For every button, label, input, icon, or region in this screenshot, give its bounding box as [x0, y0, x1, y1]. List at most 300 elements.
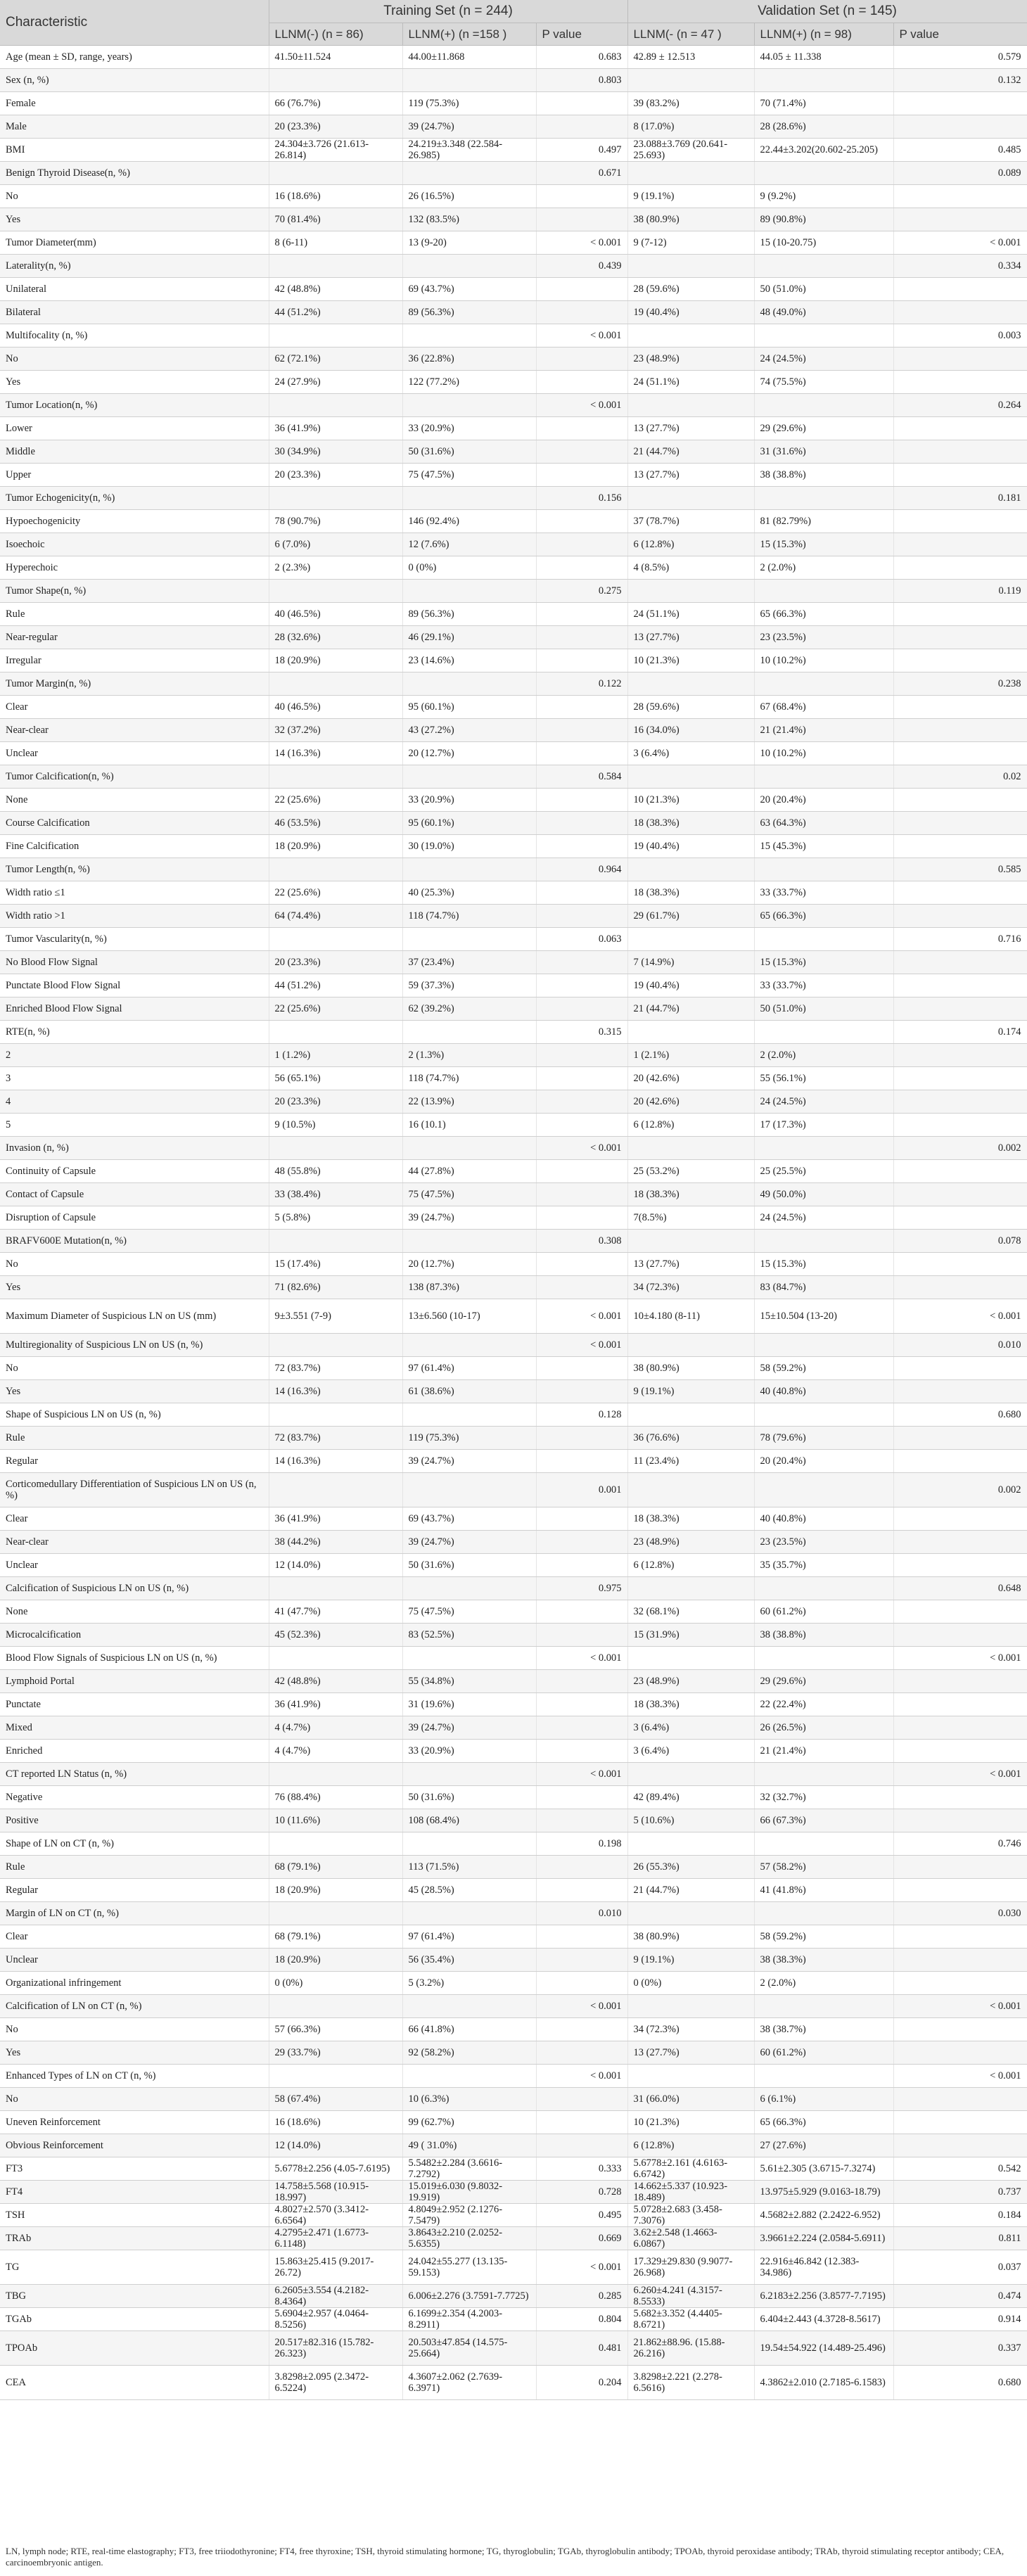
training-llnm-neg-cell: 44 (51.2%) [269, 301, 402, 324]
header-validation-set: Validation Set (n = 145) [627, 0, 1027, 23]
training-llnm-neg-cell [269, 928, 402, 951]
training-llnm-pos-cell: 13 (9-20) [402, 231, 536, 255]
row-characteristic-cell: 5 [0, 1114, 269, 1137]
validation-llnm-pos-cell: 15 (15.3%) [754, 533, 893, 556]
validation-llnm-neg-cell: 24 (51.1%) [627, 371, 754, 394]
validation-llnm-neg-cell: 15 (31.9%) [627, 1624, 754, 1647]
validation-p-value-cell [893, 2111, 1027, 2134]
validation-llnm-neg-cell: 16 (34.0%) [627, 719, 754, 742]
validation-llnm-neg-cell: 3.62±2.548 (1.4663- 6.0867) [627, 2227, 754, 2250]
validation-llnm-neg-cell: 14.662±5.337 (10.923-18.489) [627, 2181, 754, 2204]
validation-llnm-pos-cell: 41 (41.8%) [754, 1879, 893, 1902]
training-p-value-cell: 0.495 [536, 2204, 627, 2227]
table-row [0, 1044, 1027, 1067]
validation-llnm-pos-cell: 81 (82.79%) [754, 510, 893, 533]
row-characteristic-cell: Continuity of Capsule [0, 1160, 269, 1183]
training-llnm-neg-cell: 29 (33.7%) [269, 2041, 402, 2065]
table-row [0, 92, 1027, 115]
training-p-value-cell [536, 719, 627, 742]
validation-p-value-cell [893, 1856, 1027, 1879]
table-row [0, 2041, 1027, 2065]
training-llnm-pos-cell: 99 (62.7%) [402, 2111, 536, 2134]
validation-llnm-neg-cell: 34 (72.3%) [627, 1276, 754, 1299]
validation-llnm-pos-cell [754, 1021, 893, 1044]
training-p-value-cell [536, 92, 627, 115]
row-characteristic-cell: No [0, 1357, 269, 1380]
validation-p-value-cell [893, 1276, 1027, 1299]
validation-p-value-cell: < 0.001 [893, 1647, 1027, 1670]
training-p-value-cell [536, 1044, 627, 1067]
training-llnm-pos-cell: 16 (10.1) [402, 1114, 536, 1137]
training-llnm-neg-cell: 4.8027±2.570 (3.3412-6.6564) [269, 2204, 402, 2227]
training-llnm-neg-cell: 1 (1.2%) [269, 1044, 402, 1067]
row-characteristic-cell: Lymphoid Portal [0, 1670, 269, 1693]
table-row [0, 1021, 1027, 1044]
row-characteristic-cell: Middle [0, 440, 269, 464]
validation-llnm-neg-cell: 42.89 ± 12.513 [627, 46, 754, 69]
validation-llnm-neg-cell: 21.862±88.96. (15.88-26.216) [627, 2331, 754, 2366]
validation-p-value-cell: 0.648 [893, 1577, 1027, 1600]
validation-llnm-pos-cell: 15 (15.3%) [754, 951, 893, 974]
training-p-value-cell: 0.439 [536, 255, 627, 278]
table-row [0, 1090, 1027, 1114]
validation-llnm-neg-cell [627, 1021, 754, 1044]
training-p-value-cell: 0.128 [536, 1403, 627, 1427]
validation-p-value-cell: < 0.001 [893, 1299, 1027, 1334]
validation-llnm-neg-cell: 6 (12.8%) [627, 533, 754, 556]
training-llnm-neg-cell: 4 (4.7%) [269, 1716, 402, 1740]
table-row [0, 1114, 1027, 1137]
training-llnm-neg-cell: 58 (67.4%) [269, 2088, 402, 2111]
training-llnm-neg-cell: 15 (17.4%) [269, 1253, 402, 1276]
training-p-value-cell [536, 556, 627, 580]
validation-llnm-pos-cell: 4.3862±2.010 (2.7185-6.1583) [754, 2366, 893, 2400]
training-llnm-pos-cell: 6.1699±2.354 (4.2003-8.2911) [402, 2308, 536, 2331]
table-row [0, 1763, 1027, 1786]
row-characteristic-cell: Yes [0, 208, 269, 231]
training-llnm-neg-cell: 76 (88.4%) [269, 1786, 402, 1809]
table-row [0, 1206, 1027, 1230]
header-validation-p-value: P value [893, 23, 1027, 46]
validation-llnm-pos-cell: 23 (23.5%) [754, 1531, 893, 1554]
training-llnm-pos-cell: 83 (52.5%) [402, 1624, 536, 1647]
training-llnm-neg-cell: 28 (32.6%) [269, 626, 402, 649]
training-llnm-pos-cell [402, 1647, 536, 1670]
training-p-value-cell: 0.671 [536, 162, 627, 185]
validation-llnm-neg-cell [627, 1230, 754, 1253]
training-p-value-cell [536, 1972, 627, 1995]
training-llnm-pos-cell [402, 580, 536, 603]
validation-llnm-neg-cell: 21 (44.7%) [627, 1879, 754, 1902]
row-characteristic-cell: Fine Calcification [0, 835, 269, 858]
training-llnm-neg-cell [269, 1403, 402, 1427]
table-row [0, 649, 1027, 672]
training-llnm-pos-cell: 69 (43.7%) [402, 278, 536, 301]
training-llnm-neg-cell: 14 (16.3%) [269, 1380, 402, 1403]
row-characteristic-cell: Near-clear [0, 719, 269, 742]
training-llnm-neg-cell: 16 (18.6%) [269, 185, 402, 208]
validation-llnm-neg-cell [627, 928, 754, 951]
validation-llnm-pos-cell: 6.404±2.443 (4.3728-8.5617) [754, 2308, 893, 2331]
training-llnm-pos-cell: 23 (14.6%) [402, 649, 536, 672]
validation-p-value-cell [893, 1507, 1027, 1531]
training-llnm-pos-cell: 146 (92.4%) [402, 510, 536, 533]
training-llnm-neg-cell: 0 (0%) [269, 1972, 402, 1995]
training-llnm-neg-cell: 6 (7.0%) [269, 533, 402, 556]
row-characteristic-cell: TBG [0, 2285, 269, 2308]
validation-llnm-pos-cell: 31 (31.6%) [754, 440, 893, 464]
row-characteristic-cell: Margin of LN on CT (n, %) [0, 1902, 269, 1925]
training-p-value-cell: 0.285 [536, 2285, 627, 2308]
table-row [0, 46, 1027, 69]
validation-p-value-cell: 0.746 [893, 1832, 1027, 1856]
training-llnm-pos-cell: 97 (61.4%) [402, 1357, 536, 1380]
training-llnm-pos-cell: 118 (74.7%) [402, 1067, 536, 1090]
validation-llnm-pos-cell [754, 324, 893, 347]
row-characteristic-cell: No [0, 347, 269, 371]
validation-llnm-neg-cell: 3.8298±2.221 (2.278-6.5616) [627, 2366, 754, 2400]
validation-p-value-cell [893, 649, 1027, 672]
training-llnm-pos-cell [402, 2065, 536, 2088]
validation-p-value-cell [893, 1949, 1027, 1972]
validation-llnm-pos-cell [754, 1647, 893, 1670]
row-characteristic-cell: Clear [0, 1925, 269, 1949]
validation-p-value-cell [893, 742, 1027, 765]
training-llnm-neg-cell: 71 (82.6%) [269, 1276, 402, 1299]
training-llnm-pos-cell: 108 (68.4%) [402, 1809, 536, 1832]
validation-llnm-pos-cell: 40 (40.8%) [754, 1380, 893, 1403]
validation-llnm-pos-cell [754, 765, 893, 789]
validation-p-value-cell [893, 1427, 1027, 1450]
validation-llnm-pos-cell: 55 (56.1%) [754, 1067, 893, 1090]
row-characteristic-cell: Tumor Vascularity(n, %) [0, 928, 269, 951]
validation-llnm-neg-cell: 42 (89.4%) [627, 1786, 754, 1809]
training-llnm-pos-cell [402, 1995, 536, 2018]
training-llnm-neg-cell [269, 69, 402, 92]
validation-llnm-pos-cell: 65 (66.3%) [754, 2111, 893, 2134]
training-llnm-neg-cell: 62 (72.1%) [269, 347, 402, 371]
validation-llnm-neg-cell: 9 (19.1%) [627, 185, 754, 208]
validation-llnm-pos-cell: 2 (2.0%) [754, 1044, 893, 1067]
validation-p-value-cell [893, 1925, 1027, 1949]
validation-llnm-neg-cell: 29 (61.7%) [627, 905, 754, 928]
row-characteristic-cell: Mixed [0, 1716, 269, 1740]
validation-llnm-pos-cell: 15 (15.3%) [754, 1253, 893, 1276]
training-llnm-pos-cell: 39 (24.7%) [402, 1206, 536, 1230]
row-characteristic-cell: Rule [0, 603, 269, 626]
training-llnm-neg-cell [269, 2065, 402, 2088]
table-row [0, 533, 1027, 556]
training-p-value-cell [536, 696, 627, 719]
validation-p-value-cell [893, 997, 1027, 1021]
validation-p-value-cell [893, 1740, 1027, 1763]
training-llnm-neg-cell: 22 (25.6%) [269, 789, 402, 812]
validation-llnm-pos-cell: 35 (35.7%) [754, 1554, 893, 1577]
training-llnm-neg-cell [269, 580, 402, 603]
training-p-value-cell: 0.122 [536, 672, 627, 696]
validation-llnm-pos-cell: 21 (21.4%) [754, 719, 893, 742]
training-p-value-cell: 0.333 [536, 2157, 627, 2181]
training-llnm-pos-cell [402, 162, 536, 185]
validation-llnm-pos-cell: 57 (58.2%) [754, 1856, 893, 1879]
validation-p-value-cell [893, 881, 1027, 905]
training-llnm-pos-cell: 13±6.560 (10-17) [402, 1299, 536, 1334]
row-characteristic-cell: Yes [0, 2041, 269, 2065]
validation-llnm-pos-cell: 6 (6.1%) [754, 2088, 893, 2111]
training-p-value-cell: 0.204 [536, 2366, 627, 2400]
validation-p-value-cell [893, 1090, 1027, 1114]
training-llnm-pos-cell: 50 (31.6%) [402, 1786, 536, 1809]
row-characteristic-cell: Age (mean ± SD, range, years) [0, 46, 269, 69]
validation-llnm-neg-cell: 23 (48.9%) [627, 347, 754, 371]
validation-llnm-neg-cell: 37 (78.7%) [627, 510, 754, 533]
training-p-value-cell [536, 1427, 627, 1450]
table-row [0, 974, 1027, 997]
training-p-value-cell [536, 1716, 627, 1740]
validation-llnm-pos-cell: 24 (24.5%) [754, 1206, 893, 1230]
validation-llnm-neg-cell: 31 (66.0%) [627, 2088, 754, 2111]
validation-p-value-cell: 0.579 [893, 46, 1027, 69]
training-llnm-neg-cell: 15.863±25.415 (9.2017-26.72) [269, 2250, 402, 2285]
training-llnm-pos-cell: 43 (27.2%) [402, 719, 536, 742]
row-characteristic-cell: Hyperechoic [0, 556, 269, 580]
validation-llnm-neg-cell: 9 (19.1%) [627, 1949, 754, 1972]
validation-p-value-cell: 0.680 [893, 1403, 1027, 1427]
validation-llnm-neg-cell: 6 (12.8%) [627, 2134, 754, 2157]
training-llnm-pos-cell [402, 1334, 536, 1357]
table-row [0, 1972, 1027, 1995]
training-llnm-neg-cell: 6.2605±3.554 (4.2182-8.4364) [269, 2285, 402, 2308]
table-row [0, 2250, 1027, 2285]
training-p-value-cell: 0.975 [536, 1577, 627, 1600]
training-p-value-cell: 0.481 [536, 2331, 627, 2366]
row-characteristic-cell: FT4 [0, 2181, 269, 2204]
training-p-value-cell: 0.683 [536, 46, 627, 69]
training-llnm-pos-cell [402, 858, 536, 881]
table-row [0, 2204, 1027, 2227]
row-characteristic-cell: TGAb [0, 2308, 269, 2331]
training-llnm-pos-cell: 20 (12.7%) [402, 1253, 536, 1276]
header-validation-llnm-neg: LLNM(- (n = 47 ) [627, 23, 754, 46]
validation-llnm-neg-cell: 3 (6.4%) [627, 1716, 754, 1740]
validation-p-value-cell: 0.585 [893, 858, 1027, 881]
header-training-set: Training Set (n = 244) [269, 0, 627, 23]
validation-llnm-neg-cell: 7(8.5%) [627, 1206, 754, 1230]
validation-p-value-cell [893, 347, 1027, 371]
table-row [0, 881, 1027, 905]
training-p-value-cell: < 0.001 [536, 1299, 627, 1334]
validation-p-value-cell: 0.334 [893, 255, 1027, 278]
validation-llnm-pos-cell: 60 (61.2%) [754, 2041, 893, 2065]
training-p-value-cell [536, 208, 627, 231]
validation-p-value-cell: 0.002 [893, 1473, 1027, 1507]
training-llnm-pos-cell: 26 (16.5%) [402, 185, 536, 208]
table-row [0, 1647, 1027, 1670]
training-p-value-cell: < 0.001 [536, 1995, 627, 2018]
validation-llnm-neg-cell: 10 (21.3%) [627, 649, 754, 672]
table-row [0, 278, 1027, 301]
training-p-value-cell [536, 1600, 627, 1624]
validation-p-value-cell [893, 1693, 1027, 1716]
training-llnm-neg-cell: 57 (66.3%) [269, 2018, 402, 2041]
validation-p-value-cell [893, 2041, 1027, 2065]
training-llnm-pos-cell: 39 (24.7%) [402, 1450, 536, 1473]
training-llnm-neg-cell [269, 1137, 402, 1160]
training-llnm-neg-cell: 36 (41.9%) [269, 417, 402, 440]
training-p-value-cell: 0.584 [536, 765, 627, 789]
table-header [0, 0, 1027, 46]
training-p-value-cell [536, 1276, 627, 1299]
validation-llnm-neg-cell [627, 1647, 754, 1670]
validation-llnm-neg-cell [627, 487, 754, 510]
validation-llnm-neg-cell: 13 (27.7%) [627, 417, 754, 440]
table-row [0, 1253, 1027, 1276]
validation-llnm-neg-cell [627, 324, 754, 347]
validation-llnm-pos-cell [754, 1403, 893, 1427]
training-llnm-pos-cell: 30 (19.0%) [402, 835, 536, 858]
training-p-value-cell [536, 1856, 627, 1879]
validation-llnm-pos-cell: 24 (24.5%) [754, 347, 893, 371]
validation-llnm-pos-cell: 17 (17.3%) [754, 1114, 893, 1137]
training-llnm-neg-cell: 5.6904±2.957 (4.0464-8.5256) [269, 2308, 402, 2331]
training-llnm-neg-cell [269, 255, 402, 278]
training-llnm-neg-cell: 20 (23.3%) [269, 115, 402, 139]
training-llnm-pos-cell: 44.00±11.868 [402, 46, 536, 69]
table-row [0, 2366, 1027, 2400]
validation-llnm-neg-cell [627, 672, 754, 696]
validation-llnm-pos-cell [754, 928, 893, 951]
row-characteristic-cell: Unclear [0, 1949, 269, 1972]
validation-p-value-cell: 0.264 [893, 394, 1027, 417]
training-llnm-neg-cell: 46 (53.5%) [269, 812, 402, 835]
validation-llnm-pos-cell: 2 (2.0%) [754, 556, 893, 580]
row-characteristic-cell: Near-regular [0, 626, 269, 649]
training-p-value-cell [536, 440, 627, 464]
validation-p-value-cell: 0.716 [893, 928, 1027, 951]
training-llnm-pos-cell: 39 (24.7%) [402, 1531, 536, 1554]
row-characteristic-cell: Male [0, 115, 269, 139]
training-llnm-pos-cell: 39 (24.7%) [402, 1716, 536, 1740]
validation-llnm-pos-cell: 38 (38.8%) [754, 464, 893, 487]
validation-p-value-cell [893, 2018, 1027, 2041]
training-llnm-pos-cell: 62 (39.2%) [402, 997, 536, 1021]
training-p-value-cell [536, 417, 627, 440]
row-characteristic-cell: Enriched Blood Flow Signal [0, 997, 269, 1021]
validation-p-value-cell: 0.184 [893, 2204, 1027, 2227]
training-llnm-pos-cell: 113 (71.5%) [402, 1856, 536, 1879]
training-llnm-neg-cell: 10 (11.6%) [269, 1809, 402, 1832]
training-llnm-pos-cell: 56 (35.4%) [402, 1949, 536, 1972]
training-llnm-neg-cell: 68 (79.1%) [269, 1925, 402, 1949]
validation-p-value-cell [893, 208, 1027, 231]
row-characteristic-cell: Organizational infringement [0, 1972, 269, 1995]
training-llnm-neg-cell [269, 162, 402, 185]
training-p-value-cell [536, 347, 627, 371]
validation-llnm-pos-cell: 38 (38.8%) [754, 1624, 893, 1647]
validation-p-value-cell: 0.181 [893, 487, 1027, 510]
training-p-value-cell [536, 1740, 627, 1763]
validation-p-value-cell [893, 1624, 1027, 1647]
validation-llnm-neg-cell: 28 (59.6%) [627, 278, 754, 301]
training-llnm-neg-cell: 22 (25.6%) [269, 997, 402, 1021]
row-characteristic-cell: CT reported LN Status (n, %) [0, 1763, 269, 1786]
training-llnm-pos-cell: 5 (3.2%) [402, 1972, 536, 1995]
validation-llnm-pos-cell: 6.2183±2.256 (3.8577-7.7195) [754, 2285, 893, 2308]
validation-llnm-neg-cell: 18 (38.3%) [627, 1507, 754, 1531]
validation-llnm-neg-cell [627, 1902, 754, 1925]
table-row [0, 115, 1027, 139]
training-p-value-cell [536, 115, 627, 139]
table-row [0, 1856, 1027, 1879]
validation-llnm-neg-cell: 24 (51.1%) [627, 603, 754, 626]
training-llnm-pos-cell: 33 (20.9%) [402, 789, 536, 812]
validation-p-value-cell [893, 2088, 1027, 2111]
training-llnm-pos-cell: 61 (38.6%) [402, 1380, 536, 1403]
row-characteristic-cell: Sex (n, %) [0, 69, 269, 92]
validation-llnm-neg-cell: 5.6778±2.161 (4.6163-6.6742) [627, 2157, 754, 2181]
row-characteristic-cell: Regular [0, 1879, 269, 1902]
table-row [0, 1183, 1027, 1206]
row-characteristic-cell: Blood Flow Signals of Suspicious LN on US (n, %) [0, 1647, 269, 1670]
training-p-value-cell: 0.803 [536, 69, 627, 92]
training-llnm-neg-cell [269, 487, 402, 510]
training-p-value-cell [536, 1531, 627, 1554]
table-row [0, 1276, 1027, 1299]
validation-llnm-pos-cell: 83 (84.7%) [754, 1276, 893, 1299]
validation-llnm-pos-cell [754, 672, 893, 696]
validation-llnm-neg-cell: 23 (48.9%) [627, 1531, 754, 1554]
validation-p-value-cell [893, 1183, 1027, 1206]
validation-llnm-pos-cell [754, 858, 893, 881]
validation-p-value-cell [893, 1670, 1027, 1693]
row-characteristic-cell: Irregular [0, 649, 269, 672]
validation-p-value-cell [893, 696, 1027, 719]
validation-p-value-cell [893, 1786, 1027, 1809]
validation-llnm-pos-cell: 22.44±3.202(20.602-25.205) [754, 139, 893, 162]
validation-llnm-pos-cell [754, 162, 893, 185]
table-row [0, 1995, 1027, 2018]
validation-llnm-neg-cell: 3 (6.4%) [627, 742, 754, 765]
row-characteristic-cell: Tumor Margin(n, %) [0, 672, 269, 696]
validation-llnm-neg-cell: 10 (21.3%) [627, 789, 754, 812]
validation-llnm-neg-cell [627, 69, 754, 92]
training-p-value-cell [536, 1507, 627, 1531]
training-llnm-pos-cell: 12 (7.6%) [402, 533, 536, 556]
training-llnm-pos-cell: 92 (58.2%) [402, 2041, 536, 2065]
training-p-value-cell [536, 464, 627, 487]
table-row [0, 1507, 1027, 1531]
training-llnm-neg-cell: 48 (55.8%) [269, 1160, 402, 1183]
validation-llnm-neg-cell: 39 (83.2%) [627, 92, 754, 115]
validation-p-value-cell [893, 1554, 1027, 1577]
training-llnm-neg-cell: 20 (23.3%) [269, 951, 402, 974]
training-llnm-pos-cell: 59 (37.3%) [402, 974, 536, 997]
row-characteristic-cell: Calcification of LN on CT (n, %) [0, 1995, 269, 2018]
table-row [0, 255, 1027, 278]
validation-llnm-neg-cell: 25 (53.2%) [627, 1160, 754, 1183]
training-llnm-pos-cell [402, 394, 536, 417]
row-characteristic-cell: Rule [0, 1427, 269, 1450]
table-row [0, 765, 1027, 789]
training-llnm-neg-cell: 42 (48.8%) [269, 278, 402, 301]
training-p-value-cell [536, 278, 627, 301]
table-row [0, 742, 1027, 765]
training-llnm-pos-cell: 20.503±47.854 (14.575-25.664) [402, 2331, 536, 2366]
table-row [0, 2111, 1027, 2134]
training-llnm-neg-cell [269, 1763, 402, 1786]
training-llnm-pos-cell: 95 (60.1%) [402, 696, 536, 719]
row-characteristic-cell: Calcification of Suspicious LN on US (n, %) [0, 1577, 269, 1600]
